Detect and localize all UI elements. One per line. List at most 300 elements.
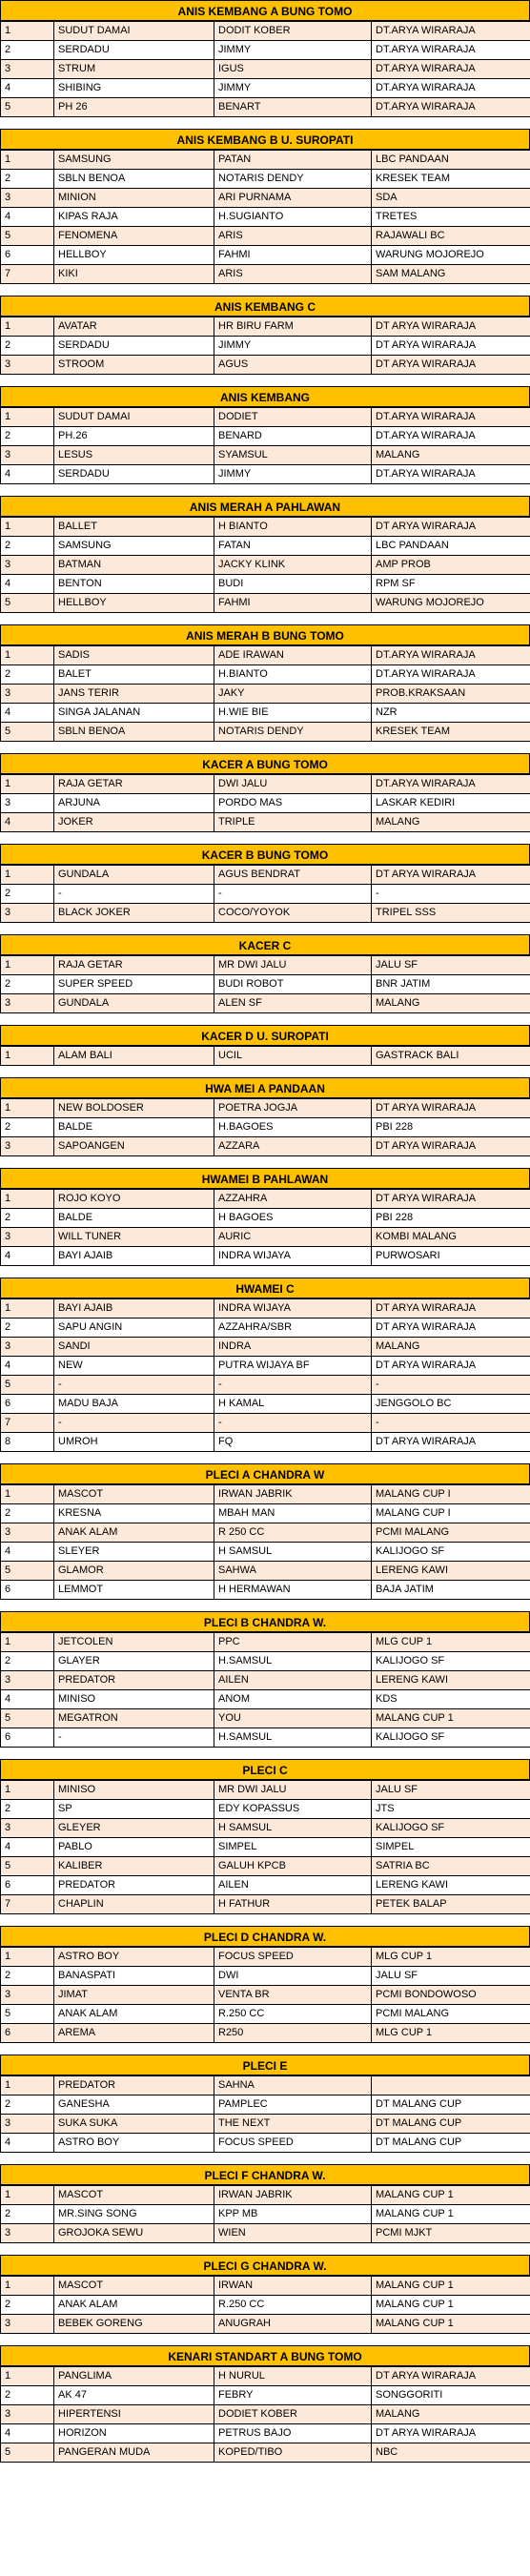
team-cell: BAJA JATIM (372, 1581, 530, 1600)
table-row (1, 723, 530, 742)
class-section (0, 2164, 530, 2243)
bird-name-cell: PREDATOR (54, 1876, 214, 1895)
bird-name-cell: GLAMOR (54, 1562, 214, 1581)
table-row (1, 151, 530, 170)
bird-name-cell: WILL TUNER (54, 1228, 214, 1247)
table-row (1, 1876, 530, 1895)
bird-name-cell: PH.26 (54, 427, 214, 446)
bird-name-cell: MINION (54, 189, 214, 208)
bird-name-cell: HELLBOY (54, 246, 214, 265)
rank-cell: 2 (1, 2296, 54, 2315)
bird-name-cell: MR.SING SONG (54, 2205, 214, 2224)
owner-cell: - (214, 1376, 372, 1395)
owner-cell: FEBRY (214, 2386, 372, 2405)
table-row (1, 994, 530, 1013)
table-row (1, 2005, 530, 2024)
owner-cell: PETRUS BAJO (214, 2424, 372, 2443)
table-row (1, 1504, 530, 1523)
owner-cell: PUTRA WIJAYA BF (214, 1357, 372, 1376)
rank-cell: 3 (1, 1228, 54, 1247)
owner-cell: MBAH MAN (214, 1504, 372, 1523)
owner-cell: H HERMAWAN (214, 1581, 372, 1600)
rank-cell: 2 (1, 2096, 54, 2115)
table-row (1, 265, 530, 284)
rank-cell: 1 (1, 646, 54, 665)
table-row (1, 2076, 530, 2096)
team-cell: DT.ARYA WIRARAJA (372, 41, 530, 60)
team-cell: MALANG (372, 446, 530, 465)
section-title: KACER A BUNG TOMO (0, 753, 530, 774)
team-cell (372, 2076, 530, 2096)
table-row (1, 170, 530, 189)
owner-cell: - (214, 885, 372, 904)
table-row (1, 885, 530, 904)
class-section (0, 1463, 530, 1600)
team-cell: KDS (372, 1690, 530, 1709)
team-cell: JALU SF (372, 1967, 530, 1986)
bird-name-cell: SAMSUNG (54, 151, 214, 170)
owner-cell: H.SAMSUL (214, 1728, 372, 1748)
rank-cell: 3 (1, 1338, 54, 1357)
bird-name-cell: JOKER (54, 813, 214, 832)
team-cell: RPM SF (372, 575, 530, 594)
team-cell: DT ARYA WIRARAJA (372, 1099, 530, 1118)
table-row (1, 1671, 530, 1690)
rank-cell: 1 (1, 317, 54, 337)
bird-name-cell: PH 26 (54, 98, 214, 117)
rank-cell: 3 (1, 2315, 54, 2334)
owner-cell: TRIPLE (214, 813, 372, 832)
owner-cell: PATAN (214, 151, 372, 170)
rank-cell: 1 (1, 775, 54, 794)
bird-name-cell: SUKA SUKA (54, 2115, 214, 2134)
bird-name-cell: CHAPLIN (54, 1895, 214, 1914)
team-cell: DT.ARYA WIRARAJA (372, 646, 530, 665)
table-row (1, 813, 530, 832)
rank-cell: 2 (1, 537, 54, 556)
table-row (1, 594, 530, 613)
results-table (0, 2075, 530, 2153)
class-section (0, 1278, 530, 1452)
bird-name-cell: GLEYER (54, 1819, 214, 1838)
class-section (0, 1759, 530, 1914)
bird-name-cell: BANASPATI (54, 1967, 214, 1986)
results-table (0, 774, 530, 832)
team-cell: DT ARYA WIRARAJA (372, 317, 530, 337)
bird-name-cell: SERDADU (54, 41, 214, 60)
team-cell: LERENG KAWI (372, 1562, 530, 1581)
table-row (1, 1562, 530, 1581)
team-cell: WARUNG MOJOREJO (372, 594, 530, 613)
team-cell: MALANG CUP I (372, 1485, 530, 1504)
team-cell: MLG CUP 1 (372, 2024, 530, 2043)
team-cell: RAJAWALI BC (372, 227, 530, 246)
rank-cell: 1 (1, 408, 54, 427)
owner-cell: H FATHUR (214, 1895, 372, 1914)
team-cell: LERENG KAWI (372, 1876, 530, 1895)
bird-name-cell: PANGLIMA (54, 2367, 214, 2386)
rank-cell: 3 (1, 994, 54, 1013)
team-cell: DT.ARYA WIRARAJA (372, 22, 530, 41)
table-row (1, 1800, 530, 1819)
class-section (0, 1025, 530, 1066)
rank-cell: 1 (1, 518, 54, 537)
team-cell: MALANG CUP 1 (372, 2277, 530, 2296)
bird-name-cell: BAYI AJAIB (54, 1247, 214, 1266)
bird-name-cell: GANESHA (54, 2096, 214, 2115)
section-title: KACER C (0, 934, 530, 955)
owner-cell: PAMPLEC (214, 2096, 372, 2115)
rank-cell: 3 (1, 1137, 54, 1156)
rank-cell: 7 (1, 1414, 54, 1433)
rank-cell: 3 (1, 1819, 54, 1838)
bird-name-cell: RAJA GETAR (54, 775, 214, 794)
results-table (0, 317, 530, 375)
owner-cell: JIMMY (214, 337, 372, 356)
bird-name-cell: ANAK ALAM (54, 2005, 214, 2024)
rank-cell: 2 (1, 665, 54, 685)
owner-cell: R.250 CC (214, 2005, 372, 2024)
owner-cell: - (214, 1414, 372, 1433)
results-table (0, 1298, 530, 1452)
rank-cell: 1 (1, 1299, 54, 1319)
bird-name-cell: BALDE (54, 1118, 214, 1137)
table-row (1, 1338, 530, 1357)
owner-cell: POETRA JOGJA (214, 1099, 372, 1118)
class-section (0, 753, 530, 832)
rank-cell: 7 (1, 1895, 54, 1914)
table-row (1, 1099, 530, 1118)
owner-cell: ARI PURNAMA (214, 189, 372, 208)
results-table (0, 1947, 530, 2043)
section-title: ANIS MERAH B BUNG TOMO (0, 624, 530, 645)
results-table (0, 645, 530, 742)
owner-cell: H KAMAL (214, 1395, 372, 1414)
team-cell: - (372, 885, 530, 904)
table-row (1, 2315, 530, 2334)
table-row (1, 337, 530, 356)
rank-cell: 5 (1, 1376, 54, 1395)
owner-cell: SIMPEL (214, 1838, 372, 1857)
team-cell: NZR (372, 704, 530, 723)
team-cell: DT.ARYA WIRARAJA (372, 775, 530, 794)
rank-cell: 1 (1, 2367, 54, 2386)
rank-cell: 2 (1, 1319, 54, 1338)
owner-cell: PORDO MAS (214, 794, 372, 813)
team-cell: DT ARYA WIRARAJA (372, 2424, 530, 2443)
table-row (1, 1819, 530, 1838)
class-section (0, 2055, 530, 2153)
owner-cell: THE NEXT (214, 2115, 372, 2134)
section-title: PLECI A CHANDRA W (0, 1463, 530, 1484)
owner-cell: AZZAHRA/SBR (214, 1319, 372, 1338)
owner-cell: UCIL (214, 1047, 372, 1066)
class-section (0, 496, 530, 613)
team-cell: DT ARYA WIRARAJA (372, 1299, 530, 1319)
rank-cell: 5 (1, 1562, 54, 1581)
bird-name-cell: KIPAS RAJA (54, 208, 214, 227)
owner-cell: VENTA BR (214, 1986, 372, 2005)
rank-cell: 1 (1, 2277, 54, 2296)
team-cell: PCMI MALANG (372, 2005, 530, 2024)
class-section (0, 386, 530, 484)
owner-cell: SYAMSUL (214, 446, 372, 465)
team-cell: MALANG (372, 994, 530, 1013)
owner-cell: GALUH KPCB (214, 1857, 372, 1876)
team-cell: LBC PANDAAN (372, 151, 530, 170)
owner-cell: MR DWI JALU (214, 1781, 372, 1800)
bird-name-cell: SUPER SPEED (54, 975, 214, 994)
bird-name-cell: GROJOKA SEWU (54, 2224, 214, 2243)
section-title: PLECI D CHANDRA W. (0, 1926, 530, 1947)
team-cell: BNR JATIM (372, 975, 530, 994)
team-cell: JALU SF (372, 956, 530, 975)
rank-cell: 2 (1, 41, 54, 60)
class-section (0, 2345, 530, 2463)
team-cell: MLG CUP 1 (372, 1633, 530, 1652)
table-row (1, 704, 530, 723)
team-cell: JTS (372, 1800, 530, 1819)
rank-cell: 1 (1, 22, 54, 41)
section-title: ANIS KEMBANG B U. SUROPATI (0, 129, 530, 150)
table-row (1, 1633, 530, 1652)
owner-cell: ARIS (214, 227, 372, 246)
owner-cell: FATAN (214, 537, 372, 556)
owner-cell: DWI (214, 1967, 372, 1986)
rank-cell: 6 (1, 246, 54, 265)
rank-cell: 3 (1, 556, 54, 575)
owner-cell: MR DWI JALU (214, 956, 372, 975)
table-row (1, 1047, 530, 1066)
bird-name-cell: SP (54, 1800, 214, 1819)
owner-cell: YOU (214, 1709, 372, 1728)
rank-cell: 2 (1, 1504, 54, 1523)
owner-cell: ANUGRAH (214, 2315, 372, 2334)
bird-name-cell: ARJUNA (54, 794, 214, 813)
class-section (0, 1077, 530, 1156)
team-cell: KALIJOGO SF (372, 1819, 530, 1838)
owner-cell: DWI JALU (214, 775, 372, 794)
rank-cell: 5 (1, 2443, 54, 2463)
team-cell: PBI 228 (372, 1118, 530, 1137)
owner-cell: JACKY KLINK (214, 556, 372, 575)
table-row (1, 556, 530, 575)
team-cell: LBC PANDAAN (372, 537, 530, 556)
table-row (1, 1376, 530, 1395)
bird-name-cell: AVATAR (54, 317, 214, 337)
table-row (1, 1414, 530, 1433)
rank-cell: 4 (1, 704, 54, 723)
table-row (1, 2134, 530, 2153)
team-cell: DT MALANG CUP (372, 2134, 530, 2153)
owner-cell: H.BIANTO (214, 665, 372, 685)
team-cell: SATRIA BC (372, 1857, 530, 1876)
table-row (1, 41, 530, 60)
owner-cell: DODIT KOBER (214, 22, 372, 41)
owner-cell: JIMMY (214, 465, 372, 484)
rank-cell: 4 (1, 1247, 54, 1266)
bird-name-cell: HORIZON (54, 2424, 214, 2443)
section-title: PLECI E (0, 2055, 530, 2075)
bird-name-cell: - (54, 885, 214, 904)
bird-name-cell: PANGERAN MUDA (54, 2443, 214, 2463)
table-row (1, 189, 530, 208)
rank-cell: 1 (1, 2186, 54, 2205)
bird-name-cell: JIMAT (54, 1986, 214, 2005)
bird-name-cell: PABLO (54, 1838, 214, 1857)
table-row (1, 1652, 530, 1671)
table-row (1, 2224, 530, 2243)
section-title: ANIS KEMBANG A BUNG TOMO (0, 0, 530, 21)
team-cell: DT.ARYA WIRARAJA (372, 427, 530, 446)
table-row (1, 537, 530, 556)
rank-cell: 4 (1, 1357, 54, 1376)
team-cell: DT.ARYA WIRARAJA (372, 79, 530, 98)
results-table (0, 2366, 530, 2463)
rank-cell: 4 (1, 575, 54, 594)
rank-cell: 4 (1, 1838, 54, 1857)
table-row (1, 1690, 530, 1709)
table-row (1, 227, 530, 246)
bird-name-cell: BAYI AJAIB (54, 1299, 214, 1319)
owner-cell: HR BIRU FARM (214, 317, 372, 337)
rank-cell: 2 (1, 170, 54, 189)
class-section (0, 296, 530, 375)
team-cell: PURWOSARI (372, 1247, 530, 1266)
rank-cell: 3 (1, 904, 54, 923)
team-cell: DT.ARYA WIRARAJA (372, 60, 530, 79)
section-title: HWA MEI A PANDAAN (0, 1077, 530, 1098)
bird-name-cell: RAJA GETAR (54, 956, 214, 975)
rank-cell: 6 (1, 1395, 54, 1414)
results-table (0, 407, 530, 484)
bird-name-cell: SAPOANGEN (54, 1137, 214, 1156)
owner-cell: H SAMSUL (214, 1543, 372, 1562)
team-cell: DT ARYA WIRARAJA (372, 518, 530, 537)
rank-cell: 5 (1, 1857, 54, 1876)
owner-cell: JIMMY (214, 41, 372, 60)
table-row (1, 1433, 530, 1452)
owner-cell: AURIC (214, 1228, 372, 1247)
table-row (1, 646, 530, 665)
rank-cell: 1 (1, 2076, 54, 2096)
rank-cell: 1 (1, 1099, 54, 1118)
bird-name-cell: MADU BAJA (54, 1395, 214, 1414)
table-row (1, 1895, 530, 1914)
rank-cell: 3 (1, 446, 54, 465)
results-table (0, 1780, 530, 1914)
table-row (1, 465, 530, 484)
owner-cell: FAHMI (214, 246, 372, 265)
owner-cell: BENARD (214, 427, 372, 446)
team-cell: MALANG CUP 1 (372, 2315, 530, 2334)
team-cell: SDA (372, 189, 530, 208)
table-row (1, 2367, 530, 2386)
bird-name-cell: PREDATOR (54, 2076, 214, 2096)
table-row (1, 208, 530, 227)
team-cell: SAM MALANG (372, 265, 530, 284)
team-cell: SONGGORITI (372, 2386, 530, 2405)
rank-cell: 3 (1, 2115, 54, 2134)
bird-name-cell: HELLBOY (54, 594, 214, 613)
section-title: KACER B BUNG TOMO (0, 844, 530, 865)
rank-cell: 2 (1, 1967, 54, 1986)
bird-name-cell: BATMAN (54, 556, 214, 575)
owner-cell: AZZARA (214, 1137, 372, 1156)
owner-cell: H.BAGOES (214, 1118, 372, 1137)
rank-cell: 1 (1, 866, 54, 885)
table-row (1, 446, 530, 465)
table-row (1, 1118, 530, 1137)
owner-cell: AGUS (214, 356, 372, 375)
table-row (1, 1948, 530, 1967)
bird-name-cell: STROOM (54, 356, 214, 375)
rank-cell: 3 (1, 2224, 54, 2243)
team-cell: DT.ARYA WIRARAJA (372, 408, 530, 427)
owner-cell: DODIET KOBER (214, 2405, 372, 2424)
table-row (1, 1543, 530, 1562)
rank-cell: 1 (1, 1047, 54, 1066)
section-title: ANIS MERAH A PAHLAWAN (0, 496, 530, 517)
team-cell: PCMI MALANG (372, 1523, 530, 1543)
section-title: ANIS KEMBANG (0, 386, 530, 407)
team-cell: DT ARYA WIRARAJA (372, 356, 530, 375)
owner-cell: NOTARIS DENDY (214, 170, 372, 189)
rank-cell: 4 (1, 208, 54, 227)
table-row (1, 1728, 530, 1748)
section-title: PLECI F CHANDRA W. (0, 2164, 530, 2185)
rank-cell: 1 (1, 1948, 54, 1967)
bird-name-cell: MASCOT (54, 2277, 214, 2296)
bird-name-cell: KALIBER (54, 1857, 214, 1876)
results-table (0, 21, 530, 117)
table-row (1, 1523, 530, 1543)
bird-name-cell: SAMSUNG (54, 537, 214, 556)
owner-cell: IGUS (214, 60, 372, 79)
owner-cell: R250 (214, 2024, 372, 2043)
bird-name-cell: HIPERTENSI (54, 2405, 214, 2424)
results-table (0, 865, 530, 923)
bird-name-cell: SUDUT DAMAI (54, 408, 214, 427)
bird-name-cell: SHIBING (54, 79, 214, 98)
rank-cell: 1 (1, 1485, 54, 1504)
rank-cell: 2 (1, 1118, 54, 1137)
table-row (1, 794, 530, 813)
owner-cell: FOCUS SPEED (214, 2134, 372, 2153)
rank-cell: 2 (1, 427, 54, 446)
bird-name-cell: SERDADU (54, 337, 214, 356)
team-cell: JALU SF (372, 1781, 530, 1800)
team-cell: MLG CUP 1 (372, 1948, 530, 1967)
bird-name-cell: ASTRO BOY (54, 2134, 214, 2153)
owner-cell: BENART (214, 98, 372, 117)
rank-cell: 2 (1, 885, 54, 904)
rank-cell: 3 (1, 1986, 54, 2005)
table-row (1, 2205, 530, 2224)
owner-cell: R 250 CC (214, 1523, 372, 1543)
table-row (1, 98, 530, 117)
table-row (1, 2405, 530, 2424)
table-row (1, 79, 530, 98)
table-row (1, 866, 530, 885)
table-row (1, 1581, 530, 1600)
class-section (0, 2255, 530, 2334)
rank-cell: 3 (1, 60, 54, 79)
table-row (1, 427, 530, 446)
owner-cell: H BAGOES (214, 1209, 372, 1228)
section-title: PLECI C (0, 1759, 530, 1780)
owner-cell: FOCUS SPEED (214, 1948, 372, 1967)
